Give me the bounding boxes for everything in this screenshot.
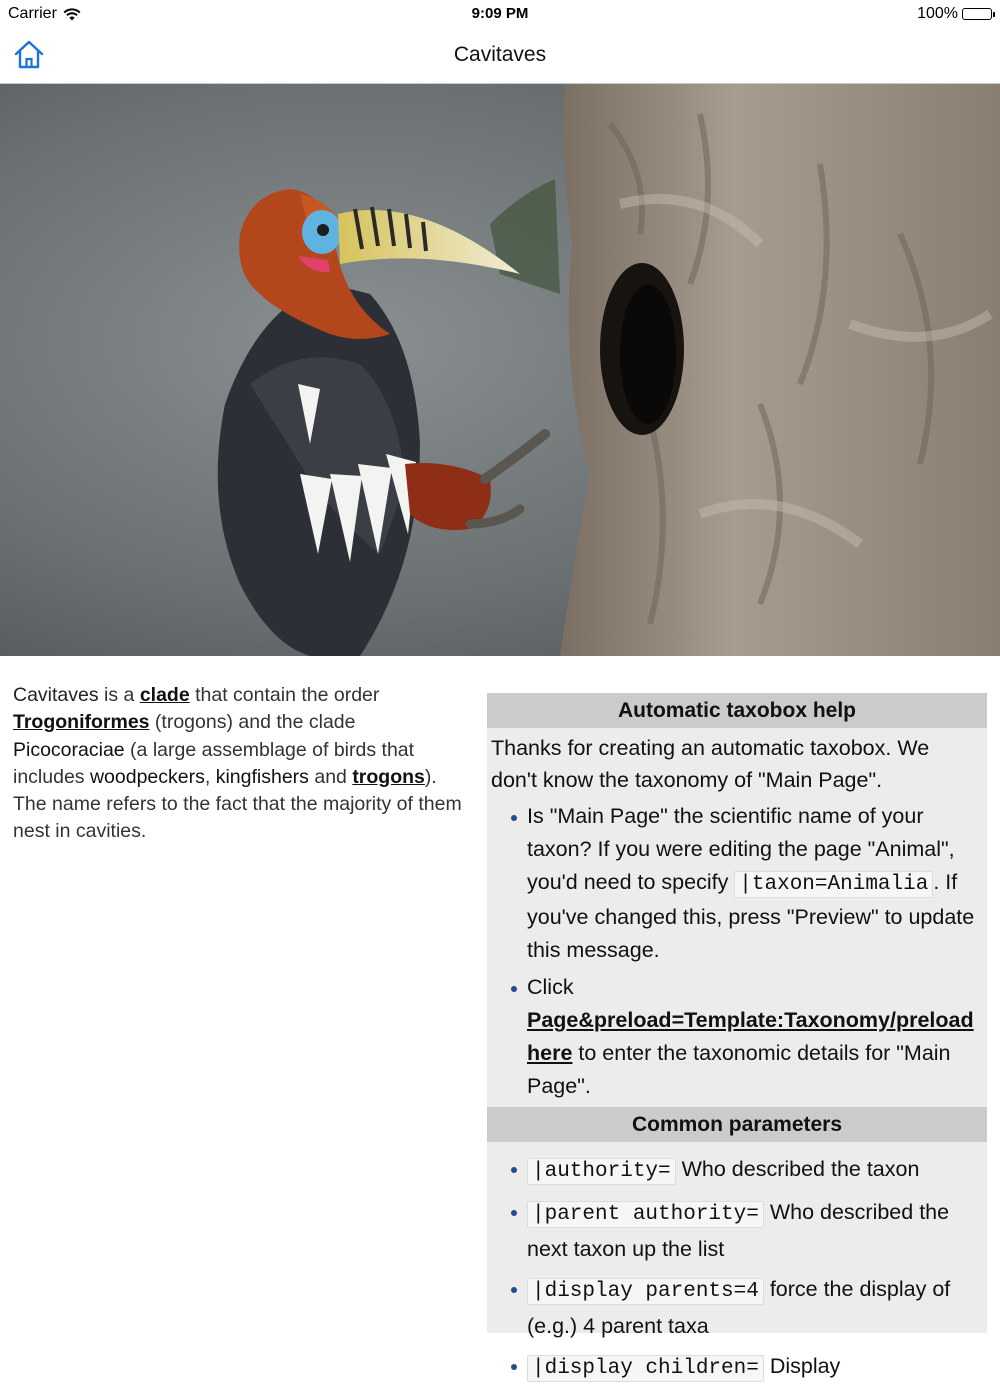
article-text-run: , bbox=[204, 765, 216, 788]
link-kingfishers[interactable]: kingfishers bbox=[215, 765, 309, 788]
help-text: Is "Main Page" the scientific name of your taxon? If you were editing the page "Animal", you'd need to specify bbox=[527, 804, 955, 894]
article-subject: Cavitaves bbox=[13, 684, 99, 706]
param-code: |authority= bbox=[527, 1158, 676, 1185]
carrier-label: Carrier bbox=[8, 5, 57, 22]
status-time: 9:09 PM bbox=[471, 5, 529, 22]
code-snippet: |taxon=Animalia bbox=[734, 871, 933, 898]
battery-indicator bbox=[917, 5, 992, 23]
article-text-run: and bbox=[308, 765, 353, 788]
param-code: |display parents=4 bbox=[527, 1278, 764, 1305]
param-desc: Who described the taxon bbox=[675, 1157, 920, 1181]
list-item bbox=[527, 1349, 981, 1386]
link-trogoniformes[interactable]: Trogoniformes bbox=[13, 711, 150, 734]
common-parameters-list bbox=[487, 1152, 987, 1386]
taxobox-header: Automatic taxobox help bbox=[487, 693, 987, 728]
param-code: |display children= bbox=[527, 1355, 764, 1382]
taxobox-help-panel bbox=[487, 693, 987, 1380]
help-text: to enter the taxonomic details for "Main Page". bbox=[527, 1041, 951, 1098]
hero-image bbox=[0, 84, 1000, 656]
article-text-run: (trogons) and the clade bbox=[149, 711, 356, 734]
link-woodpeckers[interactable]: woodpeckers bbox=[89, 765, 205, 788]
param-code: |parent authority= bbox=[527, 1201, 764, 1228]
list-item bbox=[527, 1152, 981, 1189]
help-text: . If you've changed this, press "Preview" to update this message. bbox=[527, 870, 975, 962]
battery-icon bbox=[962, 8, 992, 20]
article-text-run: is a bbox=[98, 684, 140, 706]
help-text: Click bbox=[527, 975, 574, 999]
param-desc: Who described the next taxon up the list bbox=[527, 1200, 950, 1261]
param-desc: force the display of (e.g.) 4 parent taxa bbox=[527, 1277, 951, 1338]
article-intro bbox=[13, 682, 463, 846]
article-text-run: that contain the order bbox=[189, 684, 380, 706]
battery-percent: 100% bbox=[917, 5, 958, 22]
link-trogons[interactable]: trogons bbox=[352, 765, 425, 788]
link-preload-here[interactable]: Page&preload=Template:Taxonomy/preload here bbox=[527, 1008, 974, 1065]
page-title: Cavitaves bbox=[453, 43, 547, 66]
link-clade[interactable]: clade bbox=[139, 684, 190, 706]
status-bar bbox=[0, 0, 1000, 28]
article-text-run: (a large assemblage of birds that includes bbox=[13, 738, 415, 788]
common-parameters-header: Common parameters bbox=[487, 1107, 987, 1142]
list-item bbox=[527, 800, 981, 967]
taxobox-help-list bbox=[487, 800, 987, 1103]
list-item bbox=[527, 1272, 981, 1343]
hornbill-photo bbox=[0, 84, 1000, 656]
article-text-run: ). The name refers to the fact that the majority of them nest in cavities. bbox=[13, 765, 462, 843]
navigation-bar bbox=[0, 28, 1000, 84]
list-item bbox=[527, 1195, 981, 1266]
param-desc: Display bbox=[763, 1354, 841, 1378]
taxobox-intro: Thanks for creating an automatic taxobox. We don't know the taxonomy of "Main Page". bbox=[491, 736, 930, 792]
link-picocoraciae[interactable]: Picocoraciae bbox=[13, 738, 125, 761]
list-item bbox=[527, 971, 981, 1103]
